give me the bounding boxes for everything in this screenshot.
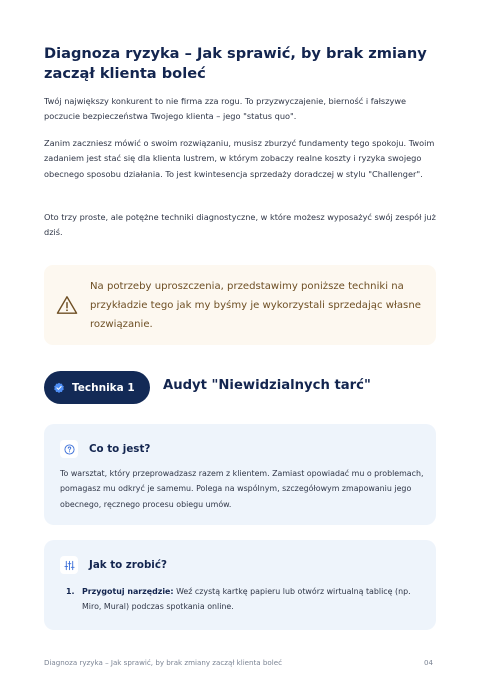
step-number: 1.: [66, 587, 75, 596]
check-badge-icon: [53, 382, 65, 394]
note-text: Na potrzeby uproszczenia, przedstawimy poniższe techniki na przykładzie tego jak my byśmy je wykorzystali sprzedając własne rozwiązanie.: [90, 281, 421, 331]
what-is-it-card: [44, 424, 436, 525]
technique-badge: [44, 371, 150, 404]
card-header: [60, 556, 167, 574]
step-content: [82, 584, 426, 615]
question-icon: [60, 440, 78, 458]
step-label: Przygotuj narzędzie:: [82, 587, 174, 596]
sliders-icon: [60, 556, 78, 574]
card-header: [60, 440, 150, 458]
steps-list: [60, 584, 426, 615]
step-text: Weź czystą kartkę papieru lub otwórz wirtualną tablicę (np. Miro, Mural) podczas spotkania online.: [82, 587, 411, 612]
page-title: Diagnoza ryzyka – Jak sprawić, by brak zmiany zaczął klienta boleć: [44, 45, 427, 82]
list-item: [60, 584, 426, 615]
how-to-card: [44, 540, 436, 630]
note-callout: [44, 265, 436, 345]
body-paragraph: Zanim zaczniesz mówić o swoim rozwiązaniu, musisz zburzyć fundamenty tego spokoju. Twoim zadaniem jest stać się dla klienta lustrem, w którym zobaczy realne koszty i ryzyka swojego obecnego sposobu działania. To jest kwintesencja sprzedaży doradczej w stylu "Challenger".: [44, 138, 435, 179]
technique-badge-label: Technika 1: [72, 381, 135, 394]
intro-paragraph: Twój największy konkurent to nie firma zza rogu. To przyzwyczajenie, bierność i fałszywe poczucie bezpieczeństwa Twojego klienta – jego "status quo".: [44, 96, 407, 122]
card-title: Co to jest?: [89, 443, 151, 455]
warning-icon: [56, 295, 78, 315]
card-body: To warsztat, który przeprowadzasz razem z klientem. Zamiast opowiadać mu o problemach, pomagasz mu odkryć je samemu. Polega na wspólnym, szczegółowym zmapowaniu jego obecnego, ręcznego procesu obiegu umów.: [60, 469, 424, 509]
card-title: Jak to zrobić?: [89, 559, 167, 571]
lead-in-paragraph: Oto trzy proste, ale potężne techniki diagnostyczne, w które możesz wyposażyć swój zespół już dziś.: [44, 212, 436, 238]
technique-title: Audyt "Niewidzialnych tarć": [163, 378, 371, 393]
footer-title: Diagnoza ryzyka – Jak sprawić, by brak zmiany zaczął klienta boleć: [44, 658, 282, 667]
page-number: 04: [424, 658, 434, 667]
